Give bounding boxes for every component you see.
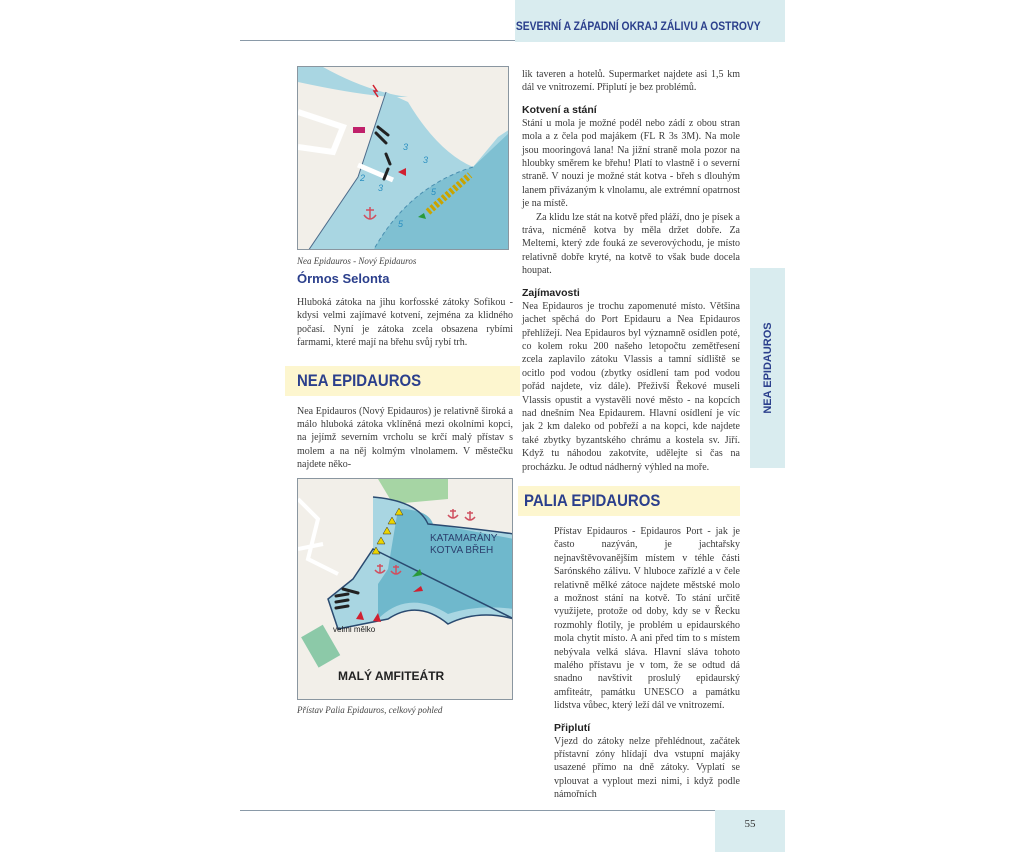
- left-column: [297, 66, 513, 716]
- palia-epidauros-heading: PALIA EPIDAUROS: [524, 490, 661, 510]
- depth-label: 3: [423, 155, 429, 165]
- water-tap-icon: [353, 127, 365, 133]
- shallow-label: velmi mělko: [333, 624, 376, 634]
- nea-epidauros-heading: NEA EPIDAUROS: [297, 370, 422, 390]
- selonta-paragraph: Hluboká zátoka na jihu korfosské zátoky Sofikou - kdysi velmi zajímavé kotvení, zejména za klidného počasí. Nyní je zátoka zcela obsazena rybími farmami, které mají na břehu svůj rybí trh.: [297, 297, 513, 349]
- anchoring-paragraph-1: Stání u mola je možné podél nebo zádí z obou stran mola a z čela pod majákem (FL R 3s 3M). Na mole jsou mooringová lana! Na jižní straně mola pozor na hloubky směrem ke břehu! Platí to vlastně i o severní straně. V nouzi je možné stát kotva - břeh s dlouhým lanem přivázaným k vlnolamu, ale extrémní opatrnost je na místě.: [522, 117, 740, 210]
- map2-caption: Přístav Palia Epidauros, celkový pohled: [297, 704, 443, 715]
- sights-heading: Zajímavosti: [522, 286, 580, 299]
- map-palia-epidauros: [297, 478, 513, 700]
- catamaran-label: [430, 533, 497, 557]
- side-tab-label: NEA EPIDAUROS: [761, 322, 774, 414]
- selonta-heading: Órmos Selonta: [297, 271, 390, 286]
- palia-paragraph: Přístav Epidauros - Epidauros Port - jak je často nazýván, je jachtařsky nejnavštěvovanějším místem v téhle části Sarónského zálivu. V hluboce zařízlé a v čele relativně mělké zátoce najdete městské molo a možnost stání na kotvě. To stání určitě využijete, protože od doby, kdy se v Řecku rozmohly flotily, je problém u epidaurského mola chytit místo. A ani před tím to s místem nebývala velká sláva. Hlavní sláva tohoto malého přístavu je v tom, že se odtud dá snadno navštívit proslulý epidaurský amfiteátr, památku UNESCO a památku lidstva vůbec, který leží dál ve vnitrozemí.: [554, 525, 740, 712]
- page-number: 55: [715, 810, 785, 852]
- nea-epidauros-paragraph: Nea Epidauros (Nový Epidauros) je relativně široká a málo hluboká zátoka vklíněná mezi okolními kopci, na jejímž severním vrcholu se krčí malý přístav s molem a na něj kolmým vlnolamem. V městečku najdete něko-: [297, 405, 513, 471]
- nea-epidauros-band: [285, 366, 520, 396]
- palia-epidauros-band: [518, 486, 740, 516]
- arrival-heading: Připlutí: [554, 721, 591, 734]
- depth-label: 3: [378, 183, 384, 193]
- anchoring-paragraph-2: Za klidu lze stát na kotvě před pláží, dno je písek a tráva, nicméně kotva by měla držet dobře. Za Meltemi, který zde fouká ze severovýchodu, je místo relativně dobře kryté, na kotvě to však bude docela houpat.: [522, 211, 740, 277]
- depth-label: 2: [360, 173, 366, 183]
- depth-label: 3: [403, 142, 409, 152]
- footer-rule: [240, 810, 715, 811]
- catamaran-label-line2: KOTVA BŘEH: [430, 544, 494, 556]
- depth-label: 5: [398, 219, 404, 229]
- anchoring-heading: Kotvení a stání: [522, 103, 597, 116]
- amphitheatre-label: MALÝ AMFITEÁTR: [338, 668, 445, 683]
- right-column: [522, 68, 740, 802]
- map1-caption: Nea Epidauros - Nový Epidauros: [297, 256, 417, 266]
- map-nea-epidauros: [297, 66, 509, 250]
- header-rule: [240, 40, 515, 41]
- side-tab: [750, 268, 785, 468]
- sights-paragraph: Nea Epidauros je trochu zapomenuté místo. Většina jachet spěchá do Port Epidauru a Nea Epidauros přehlížejí. Nea Epidauros byl významně osídlen poté, co kolem roku 200 našeho letopočtu zemětřesení zcela zaplavilo zátoku Vlassis a tamní sídliště se ocitlo pod vodou (zbytky osídlení tam pod vodou pořád najdete, viz dále). Přeživší Řekové museli Vlassis opustit a vystavěli nové město - na kopcích nad dnešním Nea Epidaurem. Hlavní osídlení je víc jak 2 km daleko od pobřeží a na kopci, kde najdete také zbytky byzantského chrámu a kostela sv. Jiří. Když tu náhodou zakotvíte, udělejte si čas na procházku. Je odtud nádherný výhled na moře.: [522, 300, 740, 473]
- arrival-paragraph: Vjezd do zátoky nelze přehlédnout, začátek přístavní zóny hlídají dva vstupní majáky usazené přímo na dně zátoky. Vyplatí se vplouvat a vyplout mezi nimi, i když podle námořních: [554, 735, 740, 801]
- depth-label: 5: [431, 187, 437, 197]
- section-header: [515, 0, 785, 42]
- catamaran-label-line1: KATAMARÁNY: [430, 532, 498, 544]
- section-title: SEVERNÍ A ZÁPADNÍ OKRAJ ZÁLIVU A OSTROVY: [516, 19, 761, 33]
- intro-paragraph: lik taveren a hotelů. Supermarket najdete asi 1,5 km dál ve vnitrozemí. Připlutí je bez problémů.: [522, 69, 740, 94]
